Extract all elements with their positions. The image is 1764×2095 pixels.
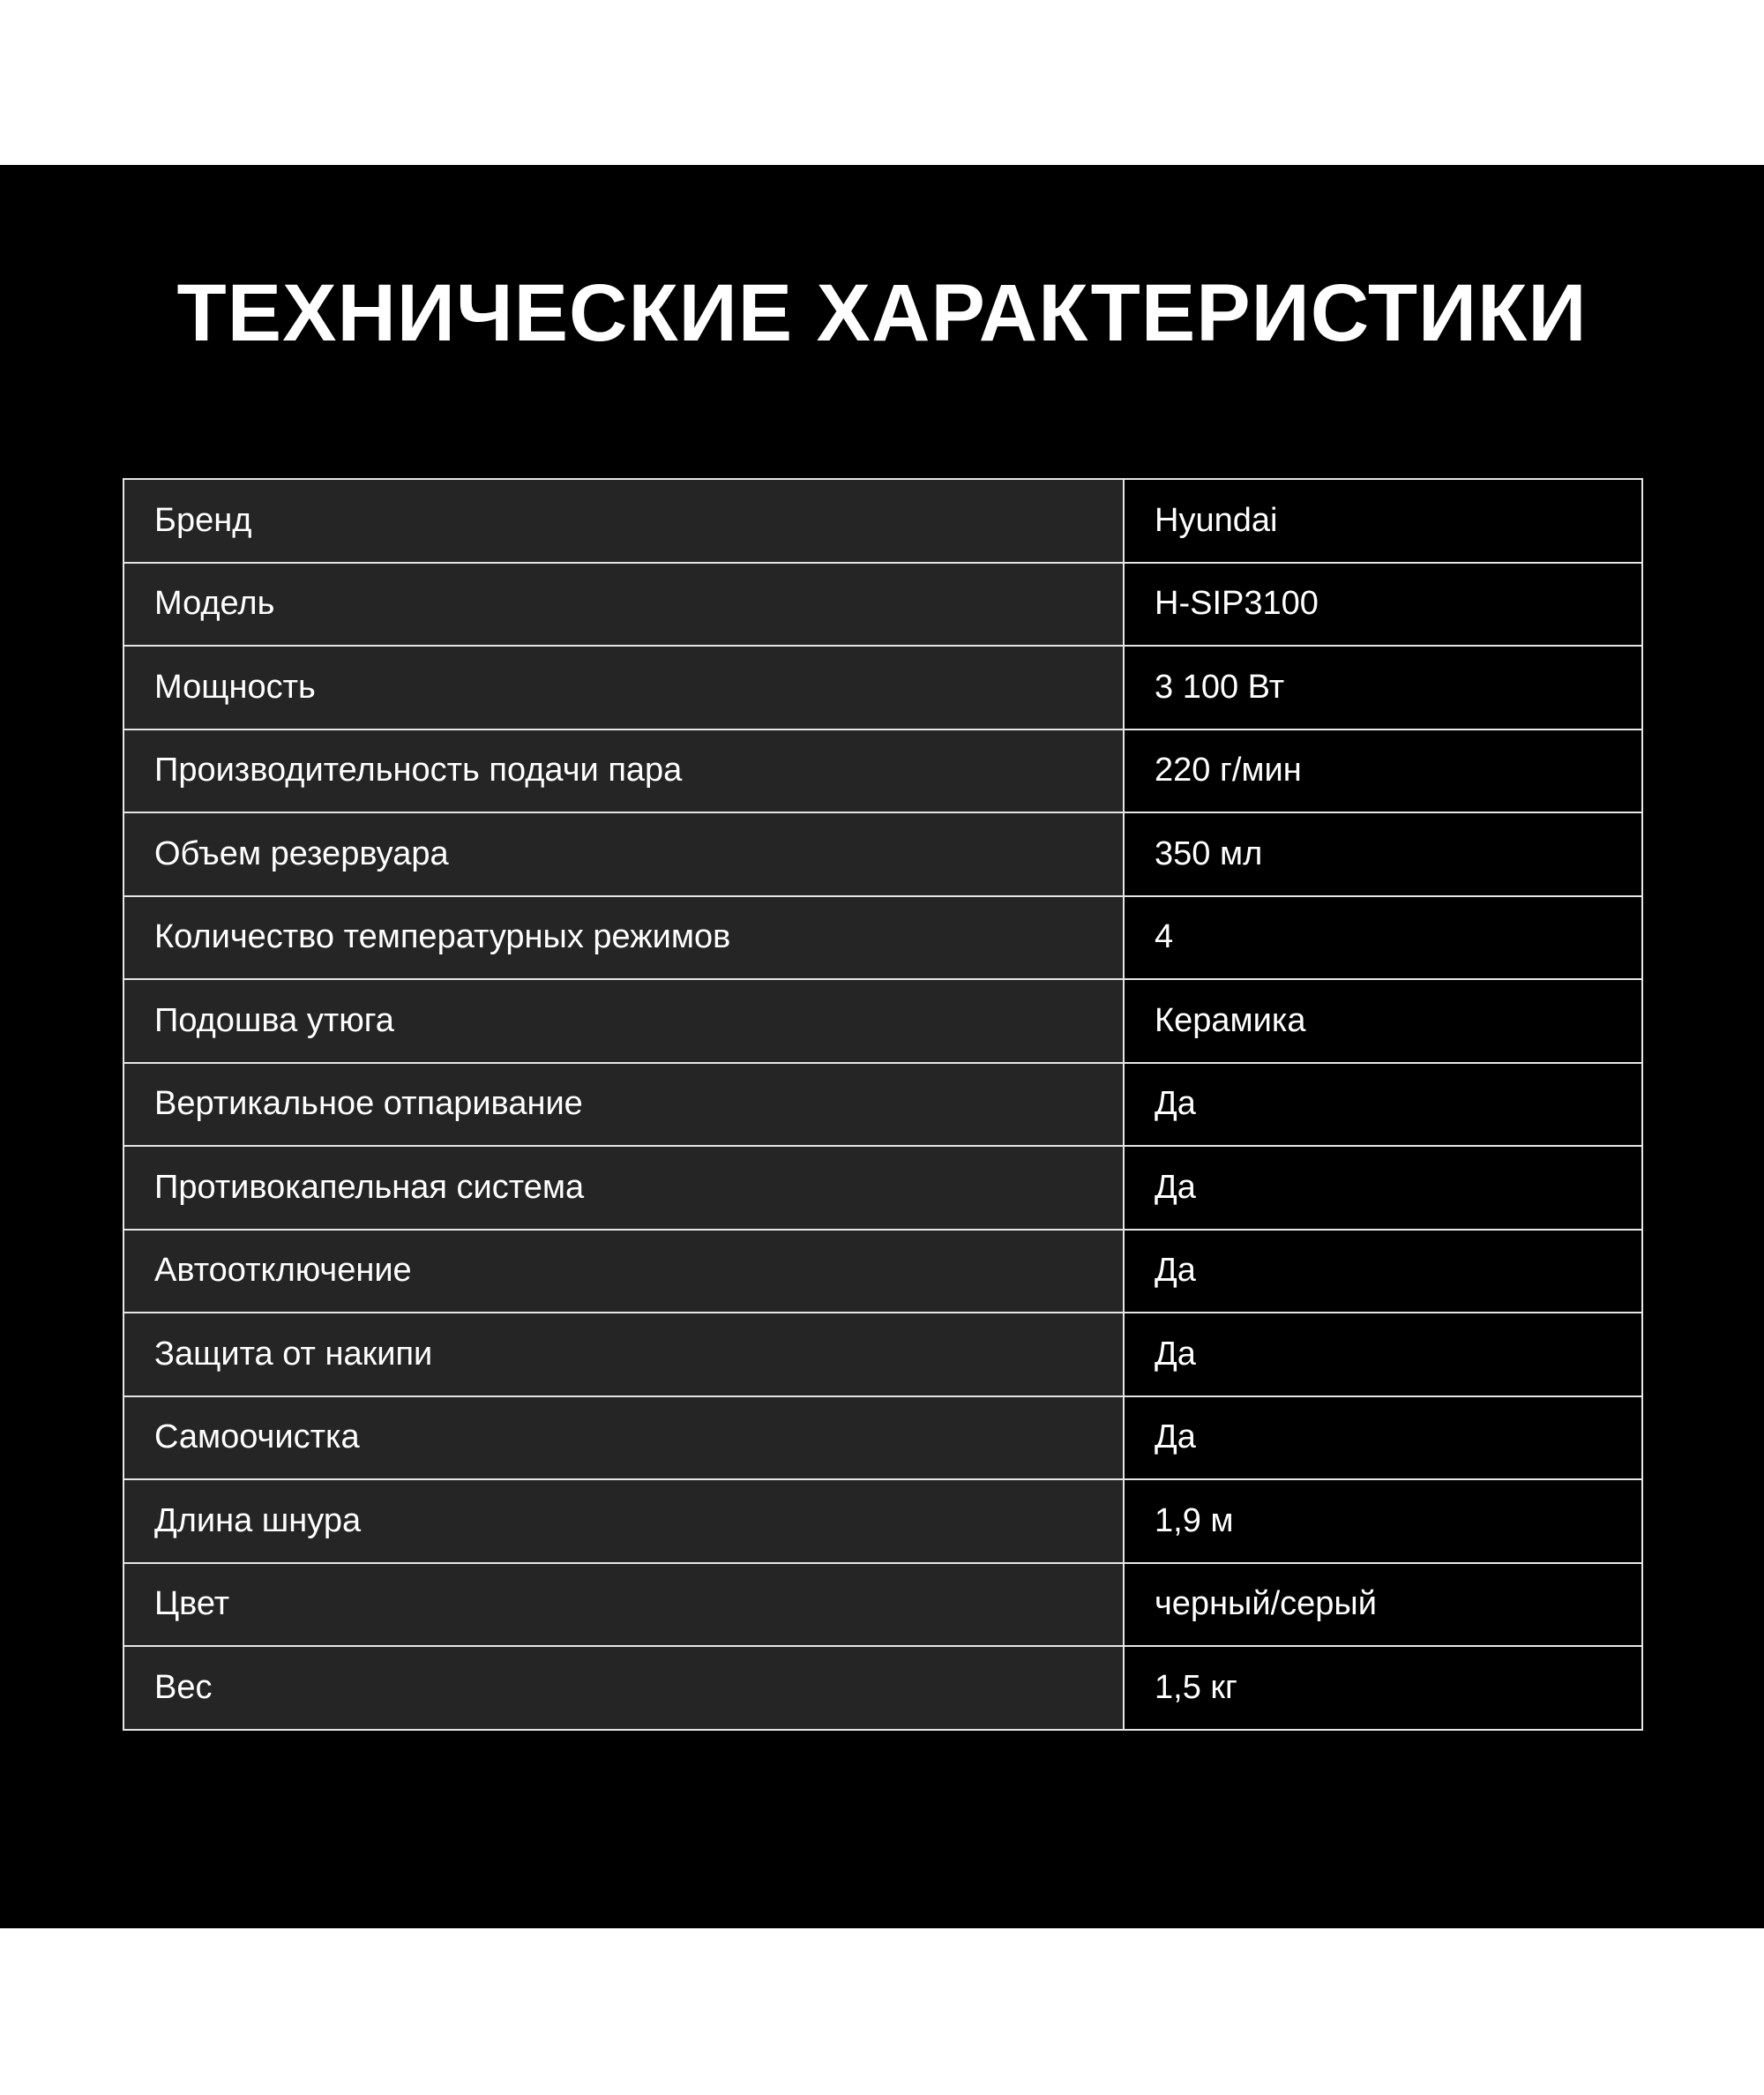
table-row xyxy=(123,1563,1642,1647)
table-row xyxy=(123,896,1642,980)
table-row xyxy=(123,1230,1642,1313)
spec-value: Керамика xyxy=(1124,979,1642,1063)
spec-value: Да xyxy=(1124,1396,1642,1480)
spec-value: Да xyxy=(1124,1063,1642,1147)
table-row xyxy=(123,730,1642,813)
table-row xyxy=(123,563,1642,647)
table-row xyxy=(123,479,1642,563)
spec-value: Hyundai xyxy=(1124,479,1642,563)
spec-label: Вес xyxy=(123,1646,1124,1730)
page-title: ТЕХНИЧЕСКИЕ ХАРАКТЕРИСТИКИ xyxy=(176,268,1588,358)
spec-value: 4 xyxy=(1124,896,1642,980)
table-row xyxy=(123,646,1642,730)
spec-value: 1,9 м xyxy=(1124,1479,1642,1563)
spec-table xyxy=(123,478,1643,1731)
spec-label: Самоочистка xyxy=(123,1396,1124,1480)
spec-label: Производительность подачи пара xyxy=(123,730,1124,813)
table-row xyxy=(123,1396,1642,1480)
spec-value: черный/серый xyxy=(1124,1563,1642,1647)
spec-label: Количество температурных режимов xyxy=(123,896,1124,980)
spec-label: Цвет xyxy=(123,1563,1124,1647)
table-row xyxy=(123,1313,1642,1396)
table-row xyxy=(123,1479,1642,1563)
spec-label: Вертикальное отпаривание xyxy=(123,1063,1124,1147)
spec-value: H-SIP3100 xyxy=(1124,563,1642,647)
spec-value: Да xyxy=(1124,1146,1642,1230)
table-row xyxy=(123,1646,1642,1730)
spec-label: Подошва утюга xyxy=(123,979,1124,1063)
spec-label: Бренд xyxy=(123,479,1124,563)
spec-label: Модель xyxy=(123,563,1124,647)
spec-label: Длина шнура xyxy=(123,1479,1124,1563)
spec-label: Защита от накипи xyxy=(123,1313,1124,1396)
spec-value: Да xyxy=(1124,1230,1642,1313)
table-row xyxy=(123,1063,1642,1147)
spec-value: Да xyxy=(1124,1313,1642,1396)
spec-label: Противокапельная система xyxy=(123,1146,1124,1230)
table-row xyxy=(123,812,1642,896)
spec-value: 3 100 Вт xyxy=(1124,646,1642,730)
spec-value: 1,5 кг xyxy=(1124,1646,1642,1730)
table-row xyxy=(123,979,1642,1063)
table-row xyxy=(123,1146,1642,1230)
spec-label: Мощность xyxy=(123,646,1124,730)
spec-label: Объем резервуара xyxy=(123,812,1124,896)
spec-value: 350 мл xyxy=(1124,812,1642,896)
spec-value: 220 г/мин xyxy=(1124,730,1642,813)
spec-label: Автоотключение xyxy=(123,1230,1124,1313)
